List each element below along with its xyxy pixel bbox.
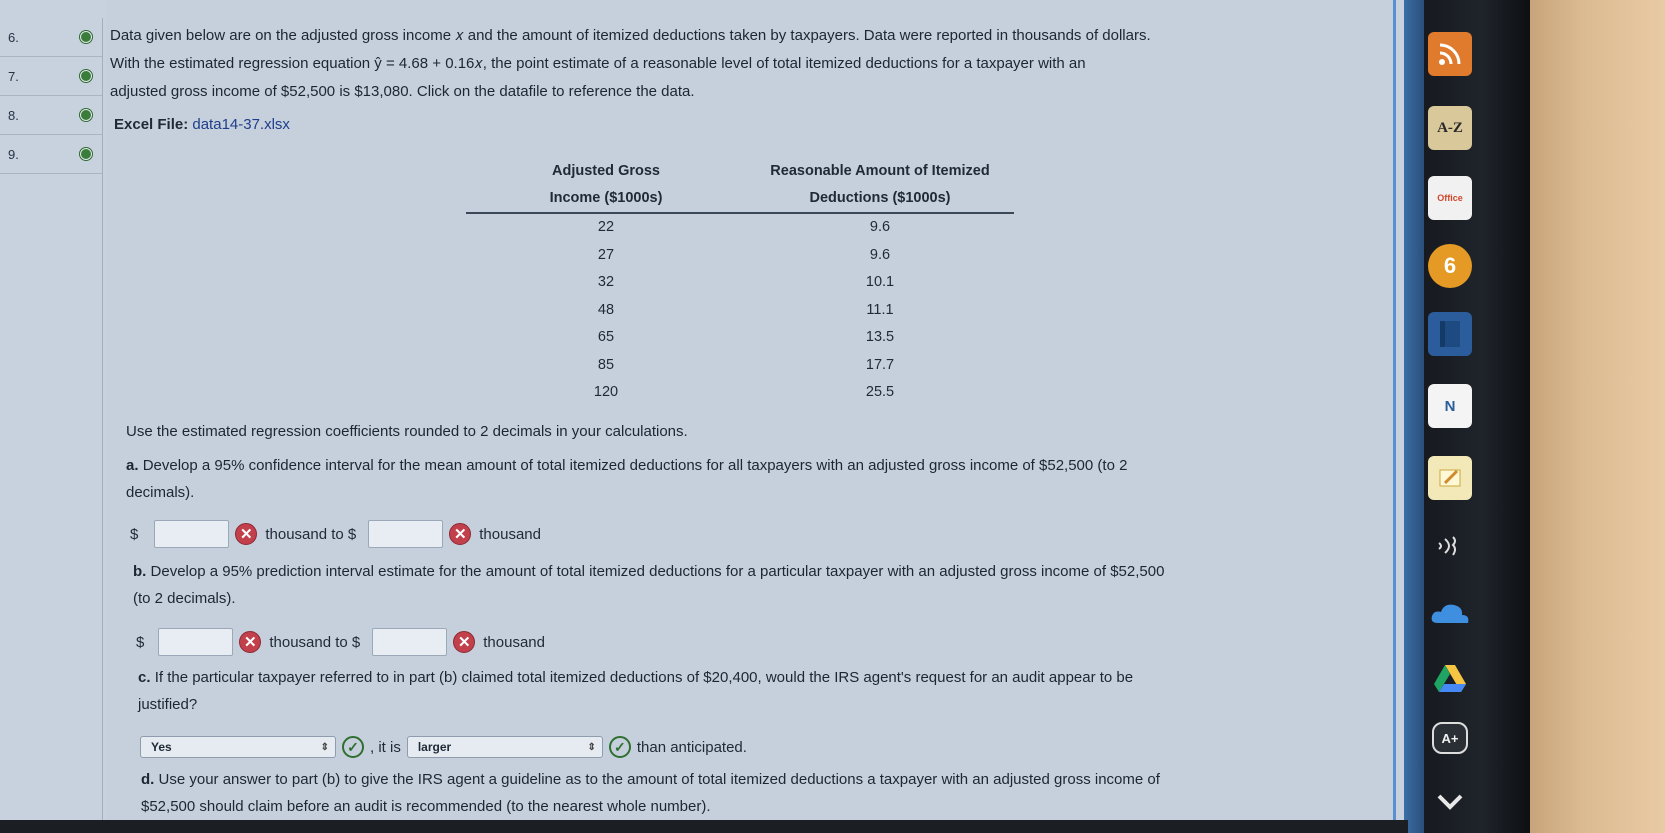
part-a-question [126, 452, 1306, 506]
select-arrows-icon: ⇕ [587, 741, 596, 753]
table-cell: 85 [597, 356, 615, 373]
question-number: 9. [8, 146, 19, 162]
correct-icon: ✓ [609, 736, 631, 758]
dock-edge [1404, 0, 1424, 833]
table-cell: 11.1 [866, 301, 894, 318]
book-icon[interactable] [1428, 312, 1472, 356]
select-value: Yes [151, 740, 172, 754]
part-text: decimals). [126, 484, 195, 501]
table-row [466, 213, 1014, 242]
excel-file-link[interactable]: data14-37.xlsx [192, 116, 290, 133]
table-cell: 65 [597, 329, 615, 345]
part-text: If the particular taxpayer referred to in part (b) claimed total itemized deductions of $20,400, would the IRS agent's request for an audit appear to be [154, 669, 1134, 686]
incorrect-icon: ✕ [453, 631, 475, 653]
question-nav-item-7[interactable] [0, 57, 102, 96]
question-number: 7. [8, 68, 19, 84]
table-cell: 9.6 [869, 246, 891, 263]
nav-divider [102, 18, 103, 820]
table-header-income-unit: Income ($1000s) [466, 185, 746, 213]
part-label: b. [133, 563, 147, 580]
dollar-sign: $ [136, 633, 145, 651]
excel-file-label: Excel File: [114, 116, 189, 133]
part-text: Use your answer to part (b) to give the IRS agent a guideline as to the amount of total itemized deductions a taxpayer with an adjusted gross income of [158, 771, 1160, 788]
part-b-lower-input[interactable] [158, 628, 233, 656]
question-nav-item-9[interactable] [0, 135, 102, 174]
table-header-income: Adjusted Gross [552, 163, 660, 179]
table-header-deductions-unit: Deductions ($1000s) [746, 185, 1014, 213]
part-label: c. [138, 669, 151, 686]
end-text: thousand [483, 633, 545, 651]
table-cell: 10.1 [865, 274, 895, 290]
question-intro [110, 22, 1360, 106]
table-cell: 25.5 [865, 384, 895, 400]
to-text: thousand to $ [265, 525, 357, 543]
table-cell: 22 [597, 219, 615, 235]
select-value: larger [417, 740, 452, 754]
part-b-upper-input[interactable] [372, 628, 447, 656]
dollar-sign: $ [130, 525, 139, 543]
part-c-answer-row [140, 736, 747, 758]
intro-line: With the estimated regression equation ŷ = 4.68 + 0.16𝑥, the point estimate of a reasonable level of total itemized deductions for a taxpayer with an [110, 55, 1086, 72]
table-cell: 9.6 [869, 219, 891, 235]
desk-background [1530, 0, 1665, 833]
part-a-lower-input[interactable] [154, 520, 229, 548]
data-table [466, 158, 1014, 407]
to-text: thousand to $ [269, 633, 361, 651]
question-nav [0, 18, 102, 174]
table-row [466, 352, 1014, 380]
part-c-question [138, 664, 1338, 718]
table-row [466, 324, 1014, 352]
chevron-down-icon[interactable] [1428, 780, 1472, 824]
intro-line: Data given below are on the adjusted gross income 𝑥 and the amount of itemized deductions taken by taxpayers. Data were reported in thousands of dollars. [110, 27, 1151, 44]
question-nav-item-8[interactable] [0, 96, 102, 135]
table-cell: 13.5 [865, 329, 895, 345]
status-complete-icon [80, 148, 92, 160]
end-text: than anticipated. [636, 738, 747, 756]
excel-file-row [114, 116, 290, 133]
incorrect-icon: ✕ [449, 523, 471, 545]
mid-text: , it is [370, 738, 401, 756]
table-row [466, 269, 1014, 297]
correct-icon: ✓ [342, 736, 364, 758]
part-a-answer-row [130, 520, 541, 548]
incorrect-icon: ✕ [239, 631, 261, 653]
instruction-text: Use the estimated regression coefficients rounded to 2 decimals in your calculations. [126, 423, 688, 440]
part-text: (to 2 decimals). [133, 590, 236, 607]
part-label: a. [126, 457, 139, 474]
part-label: d. [141, 771, 155, 788]
part-c-yes-no-select[interactable] [140, 736, 336, 758]
onenote-icon[interactable]: N [1428, 384, 1472, 428]
bottom-taskbar [0, 820, 1408, 833]
pencil-note-icon[interactable] [1428, 456, 1472, 500]
part-text: justified? [138, 696, 198, 713]
six-app-icon[interactable]: 6 [1428, 244, 1472, 288]
question-number: 6. [8, 29, 19, 45]
table-cell: 17.7 [865, 356, 895, 373]
rss-icon[interactable] [1428, 32, 1472, 76]
end-text: thousand [479, 525, 541, 543]
part-text: $52,500 should claim before an audit is recommended (to the nearest whole number). [141, 798, 711, 815]
status-complete-icon [80, 70, 92, 82]
part-d-question [141, 766, 1341, 820]
part-a-upper-input[interactable] [368, 520, 443, 548]
question-number: 8. [8, 107, 19, 123]
table-header-deductions: Reasonable Amount of Itemized [770, 163, 990, 179]
status-complete-icon [80, 31, 92, 43]
table-cell: 27 [597, 246, 615, 263]
part-c-larger-smaller-select[interactable] [407, 736, 603, 758]
select-arrows-icon: ⇕ [320, 741, 329, 753]
part-b-answer-row [136, 628, 545, 656]
table-cell: 120 [593, 384, 619, 400]
table-cell: 48 [597, 301, 615, 318]
office-icon[interactable]: Office [1428, 176, 1472, 220]
intro-line: adjusted gross income of $52,500 is $13,080. Click on the datafile to reference the data. [110, 83, 695, 100]
table-cell: 32 [597, 274, 615, 290]
aplus-icon[interactable]: A+ [1432, 722, 1468, 754]
incorrect-icon: ✕ [235, 523, 257, 545]
part-text: Develop a 95% prediction interval estimate for the amount of total itemized deductions for a particular taxpayer with an adjusted gross income of $52,500 [150, 563, 1165, 580]
audio-reader-icon[interactable] [1428, 524, 1472, 568]
part-b-question [133, 558, 1353, 612]
table-row [466, 297, 1014, 325]
part-text: Develop a 95% confidence interval for the mean amount of total itemized deductions for all taxpayers with an adjusted gross income of $52,500 (to 2 [142, 457, 1128, 474]
status-complete-icon [80, 109, 92, 121]
table-row [466, 242, 1014, 270]
question-nav-item-6[interactable] [0, 18, 102, 57]
google-drive-icon[interactable] [1428, 656, 1472, 700]
az-dictionary-icon[interactable]: A-Z [1428, 106, 1472, 150]
cloud-icon[interactable] [1428, 592, 1472, 636]
table-row [466, 379, 1014, 407]
